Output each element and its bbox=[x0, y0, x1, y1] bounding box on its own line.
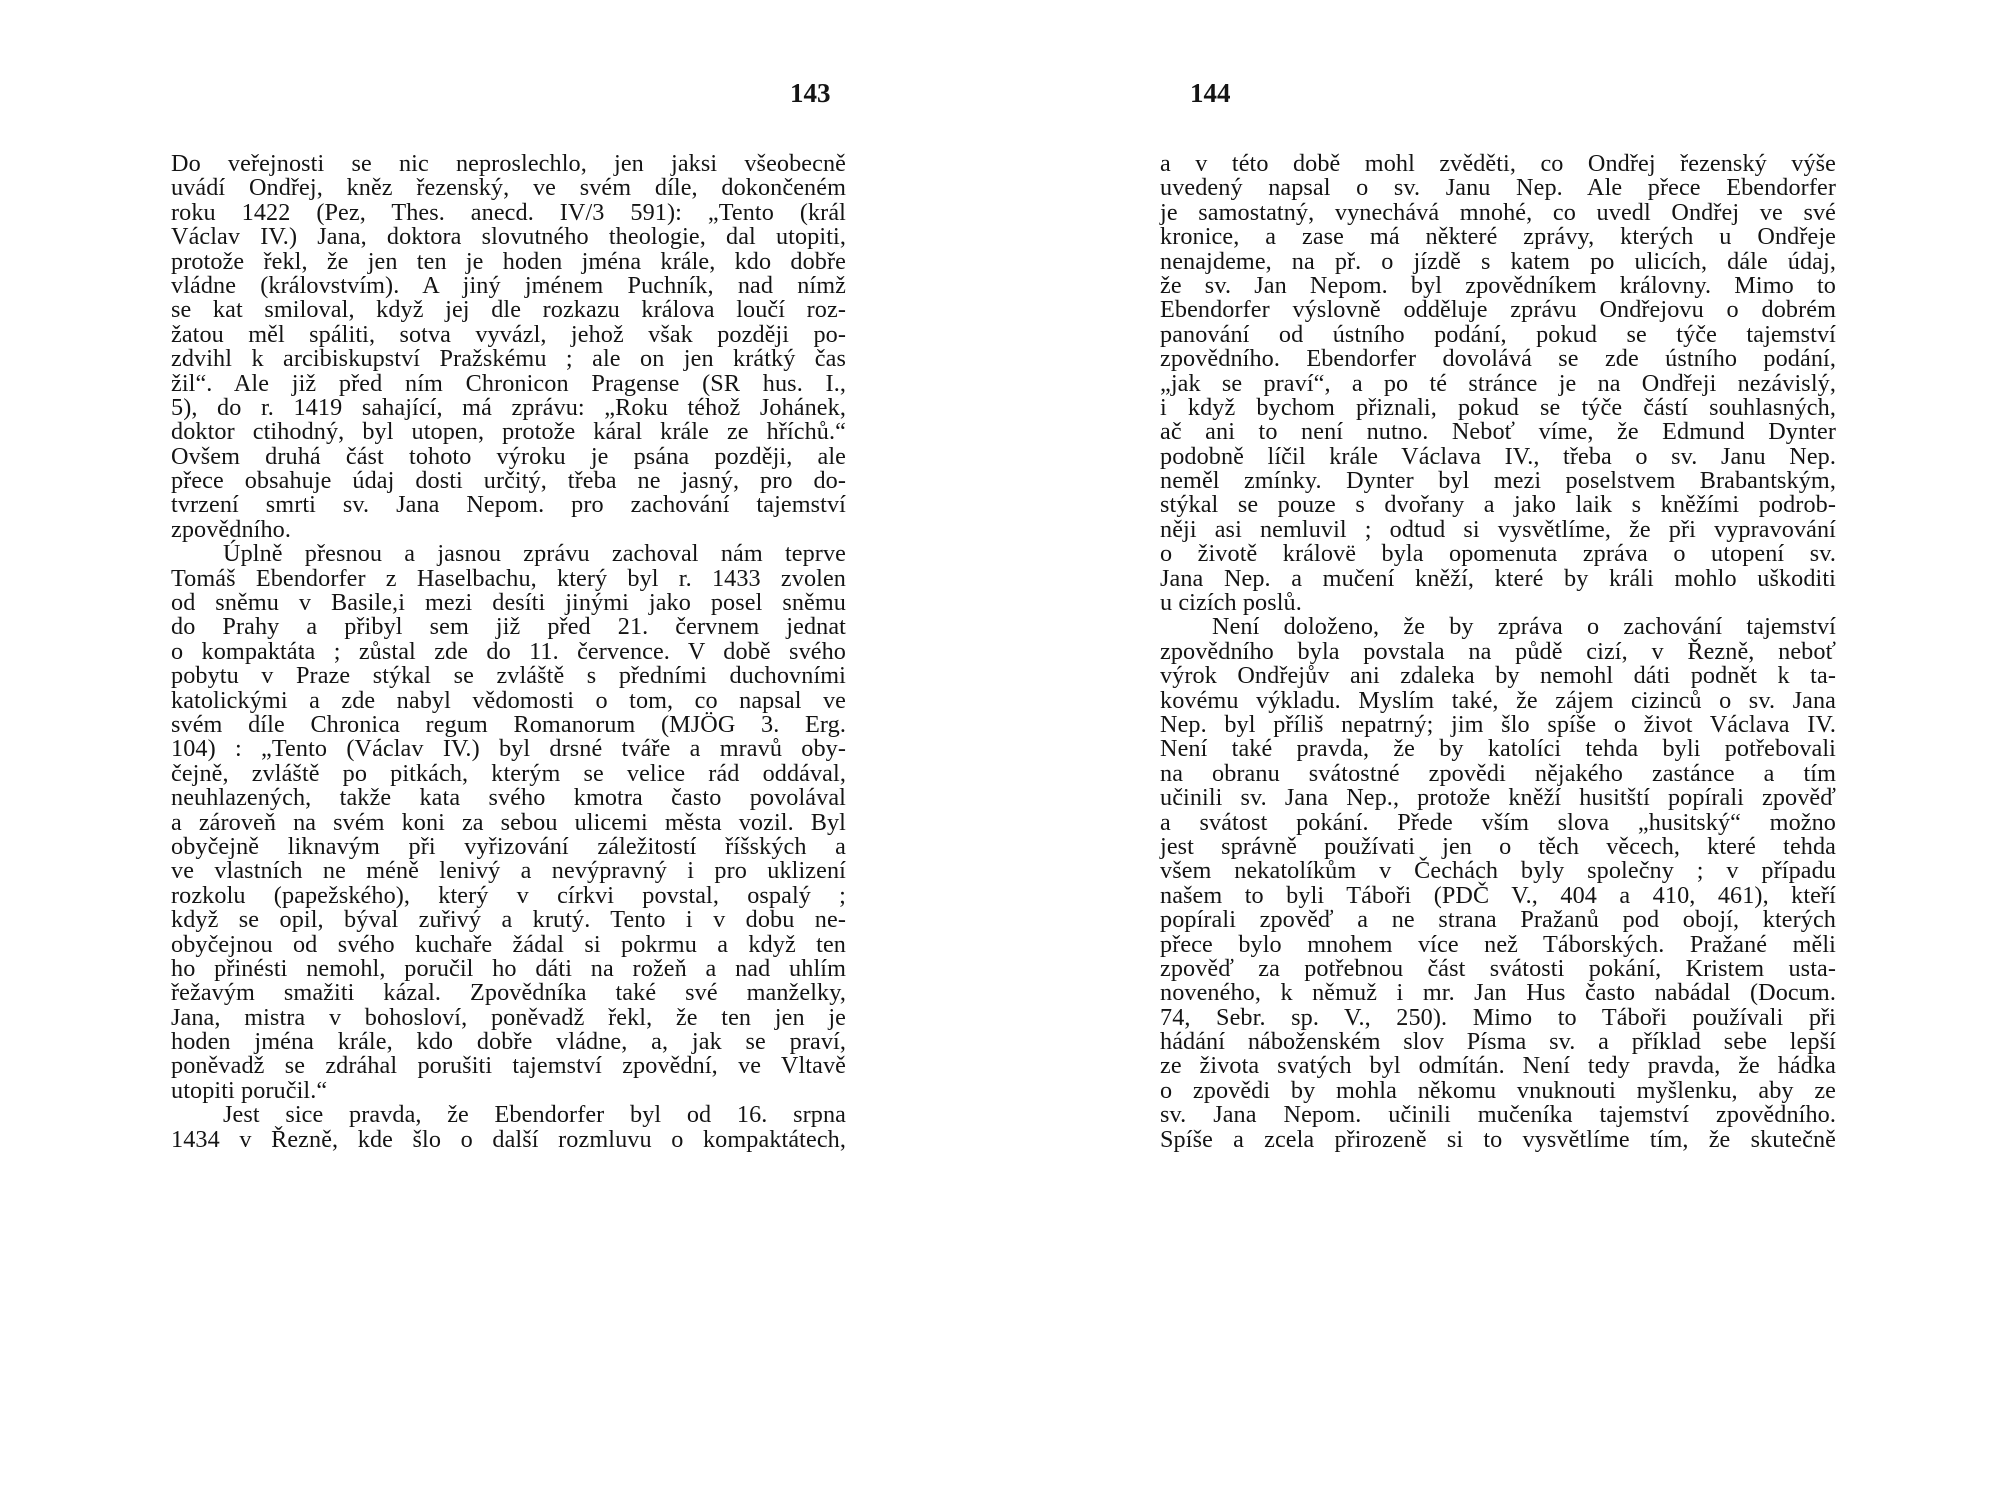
text-line: všem nekatolíkům v Čechách byly společny ; v případu bbox=[1160, 857, 1836, 885]
text-line: a zároveň na svém koni za sebou ulicemi města vozil. Byl bbox=[171, 808, 846, 836]
text-line: něji asi nemluvil ; odtud si vysvětlíme, že při vypravování bbox=[1160, 515, 1836, 543]
text-line: zdvihl k arcibiskupství Pražskému ; ale on jen krátký čas bbox=[171, 345, 846, 373]
text-line: když se opil, býval zuřivý a krutý. Tento i v dobu ne- bbox=[171, 906, 846, 934]
text-line: stýkal se pouze s dvořany a jako laik s kněžími podrob- bbox=[1160, 491, 1836, 519]
text-line: katolickými a zde nabyl vědomosti o tom, co napsal ve bbox=[171, 686, 846, 714]
text-line: že sv. Jan Nepom. byl zpovědníkem královny. Mimo to bbox=[1160, 271, 1836, 299]
text-line: se kat smiloval, když jej dle rozkazu králova loučí roz- bbox=[171, 296, 846, 324]
text-line: neměl zmínky. Dynter byl mezi poselstvem Brabantským, bbox=[1160, 467, 1836, 495]
text-line: od sněmu v Basile,i mezi desíti jinými jako posel sněmu bbox=[171, 589, 846, 617]
page-number-left: 143 bbox=[790, 78, 831, 108]
text-line: o kompaktáta ; zůstal zde do 11. července. V době svého bbox=[171, 637, 846, 665]
text-line: zpověď za potřebnou část svátosti pokání, Kristem usta- bbox=[1160, 954, 1836, 982]
text-line: Jana, mistra v bohosloví, poněvadž řekl, že ten jen je bbox=[171, 1003, 846, 1031]
text-line: sv. Jana Nepom. učinili mučeníka tajemství zpovědního. bbox=[1160, 1101, 1836, 1129]
text-line: 5), do r. 1419 sahající, má zprávu: „Roku téhož Johánek, bbox=[171, 393, 846, 421]
text-line: obyčejnou od svého kuchaře žádal si pokrmu a když ten bbox=[171, 930, 846, 958]
text-line: Jest sice pravda, že Ebendorfer byl od 16. srpna bbox=[223, 1101, 846, 1129]
text-line: Ebendorfer výslovně odděluje zprávu Ondřejovu o dobrém bbox=[1160, 296, 1836, 324]
text-line: „jak se praví“, a po té stránce je na Ondřeji nezávislý, bbox=[1160, 369, 1836, 397]
text-line: zpovědního. bbox=[171, 515, 291, 543]
text-line: u cizích poslů. bbox=[1160, 589, 1302, 617]
text-line: čejně, zvláště po pitkách, kterým se velice rád oddával, bbox=[171, 759, 846, 787]
text-line: neuhlazených, takže kata svého kmotra často povolával bbox=[171, 784, 846, 812]
text-line: 1434 v Řezně, kde šlo o další rozmluvu o kompaktátech, bbox=[171, 1125, 846, 1153]
text-line: jest správně používati jen o těch věcech, které tehda bbox=[1160, 832, 1836, 860]
text-line: nenajdeme, na př. o jízdě s katem po ulicích, dále údaj, bbox=[1160, 247, 1836, 275]
right-page-text bbox=[1160, 152, 1836, 1152]
text-line: Není také pravda, že by katolíci tehda byli potřebovali bbox=[1160, 735, 1836, 763]
text-line: 74, Sebr. sp. V., 250). Mimo to Táboři používali při bbox=[1160, 1003, 1836, 1031]
text-line: našem to byli Táboři (PDČ V., 404 a 410, 461), kteří bbox=[1160, 881, 1836, 909]
text-line: poněvadž se zdráhal porušiti tajemství zpovědní, ve Vltavě bbox=[171, 1052, 846, 1080]
text-line: o životě královë byla opomenuta zpráva o utopení sv. bbox=[1160, 540, 1836, 568]
text-line: roku 1422 (Pez, Thes. anecd. IV/3 591): „Tento (král bbox=[171, 198, 846, 226]
text-line: učinili sv. Jana Nep., protože kněží husitští popírali zpověď bbox=[1160, 784, 1836, 812]
text-line: svém díle Chronica regum Romanorum (MJÖG 3. Erg. bbox=[171, 710, 846, 738]
page-number-right: 144 bbox=[1190, 78, 1231, 108]
text-line: obyčejně liknavým při vyřizování záležitostí říšských a bbox=[171, 832, 846, 860]
text-line: hoden jména krále, kdo dobře vládne, a, jak se praví, bbox=[171, 1028, 846, 1056]
text-line: Spíše a zcela přirozeně si to vysvětlíme tím, že skutečně bbox=[1160, 1125, 1836, 1153]
text-line: Nep. byl příliš nepatrný; jim šlo spíše o život Václava IV. bbox=[1160, 710, 1836, 738]
text-line: žil“. Ale již před ním Chronicon Pragense (SR hus. I., bbox=[171, 369, 846, 397]
text-line: kronice, a zase má některé zprávy, kterých u Ondřeje bbox=[1160, 223, 1836, 251]
text-line: pobytu v Praze stýkal se zvláště s předními duchovními bbox=[171, 662, 846, 690]
text-line: popírali zpověď a ne strana Pražanů pod obojí, kterých bbox=[1160, 906, 1836, 934]
text-line: na obranu svátostné zpovědi nějakého zastánce a tím bbox=[1160, 759, 1836, 787]
text-line: ze života svatých byl odmítán. Není tedy pravda, že hádka bbox=[1160, 1052, 1836, 1080]
text-line: hádání náboženském slov Písma sv. a příklad sebe lepší bbox=[1160, 1028, 1836, 1056]
text-line: 104) : „Tento (Václav IV.) byl drsné tváře a mravů oby- bbox=[171, 735, 846, 763]
text-line: podobně líčil krále Václava IV., třeba o sv. Janu Nep. bbox=[1160, 442, 1836, 470]
text-line: i když bychom přiznali, pokud se týče částí souhlasných, bbox=[1160, 393, 1836, 421]
text-line: utopiti poručil.“ bbox=[171, 1076, 328, 1104]
text-line: kovému výkladu. Myslím také, že zájem cizinců o sv. Jana bbox=[1160, 686, 1836, 714]
text-line: ho přinésti nemohl, poručil ho dáti na rožeň a nad uhlím bbox=[171, 954, 846, 982]
text-line: Jana Nep. a mučení kněží, které by králi mohlo uškoditi bbox=[1160, 564, 1836, 592]
text-line: noveného, k němuž i mr. Jan Hus často nabádal (Docum. bbox=[1160, 979, 1836, 1007]
text-line: Úplně přesnou a jasnou zprávu zachoval nám teprve bbox=[223, 540, 846, 568]
text-line: přece obsahuje údaj dosti určitý, třeba ne jasný, pro do- bbox=[171, 467, 846, 495]
text-line: doktor ctihodný, byl utopen, protože káral krále ze hříchů.“ bbox=[171, 418, 846, 446]
text-line: vládne (královstvím). A jiný jménem Puchník, nad nímž bbox=[171, 271, 846, 299]
left-page-text bbox=[171, 152, 846, 1152]
text-line: protože řekl, že jen ten je hoden jména krále, kdo dobře bbox=[171, 247, 846, 275]
text-line: uvádí Ondřej, kněz řezenský, ve svém díle, dokončeném bbox=[171, 174, 846, 202]
text-line: zpovědního byla povstala na půdě cizí, v Řezně, neboť bbox=[1160, 637, 1836, 665]
text-line: tvrzení smrti sv. Jana Nepom. pro zachování tajemství bbox=[171, 491, 846, 519]
text-line: panování od ústního podání, pokud se týče tajemství bbox=[1160, 320, 1836, 348]
text-line: Do veřejnosti se nic neproslechlo, jen jaksi všeobecně bbox=[171, 150, 846, 177]
text-line: řežavým smažiti kázal. Zpovědníka také své manželky, bbox=[171, 979, 846, 1007]
text-line: Václav IV.) Jana, doktora slovutného theologie, dal utopiti, bbox=[171, 223, 846, 251]
text-line: rozkolu (papežského), který v církvi povstal, ospalý ; bbox=[171, 881, 846, 909]
text-line: přece bylo mnohem více než Táborských. Pražané měli bbox=[1160, 930, 1836, 958]
text-line: o zpovědi by mohla někomu vnuknouti myšlenku, aby ze bbox=[1160, 1076, 1836, 1104]
text-line: Není doloženo, že by zpráva o zachování tajemství bbox=[1212, 613, 1836, 641]
text-line: Tomáš Ebendorfer z Haselbachu, který byl r. 1433 zvolen bbox=[171, 564, 846, 592]
text-line: zpovědního. Ebendorfer dovolává se zde ústního podání, bbox=[1160, 345, 1836, 373]
text-line: do Prahy a přibyl sem již před 21. červnem jednat bbox=[171, 613, 846, 641]
text-line: ve vlastních ne méně lenivý a nevýpravný i pro uklizení bbox=[171, 857, 846, 885]
text-line: a svátost pokání. Přede vším slova „husitský“ možno bbox=[1160, 808, 1836, 836]
text-line: a v této době mohl zvěděti, co Ondřej řezenský výše bbox=[1160, 150, 1836, 177]
text-line: Ovšem druhá část tohoto výroku je psána později, ale bbox=[171, 442, 846, 470]
text-line: ač ani to není nutno. Neboť víme, že Edmund Dynter bbox=[1160, 418, 1836, 446]
text-line: žatou měl spáliti, sotva vyvázl, jehož však později po- bbox=[171, 320, 846, 348]
text-line: je samostatný, vynechává mnohé, co uvedl Ondřej ve své bbox=[1160, 198, 1836, 226]
text-line: výrok Ondřejův ani zdaleka by nemohl dáti podnět k ta- bbox=[1160, 662, 1836, 690]
text-line: uvedený napsal o sv. Janu Nep. Ale přece Ebendorfer bbox=[1160, 174, 1836, 202]
